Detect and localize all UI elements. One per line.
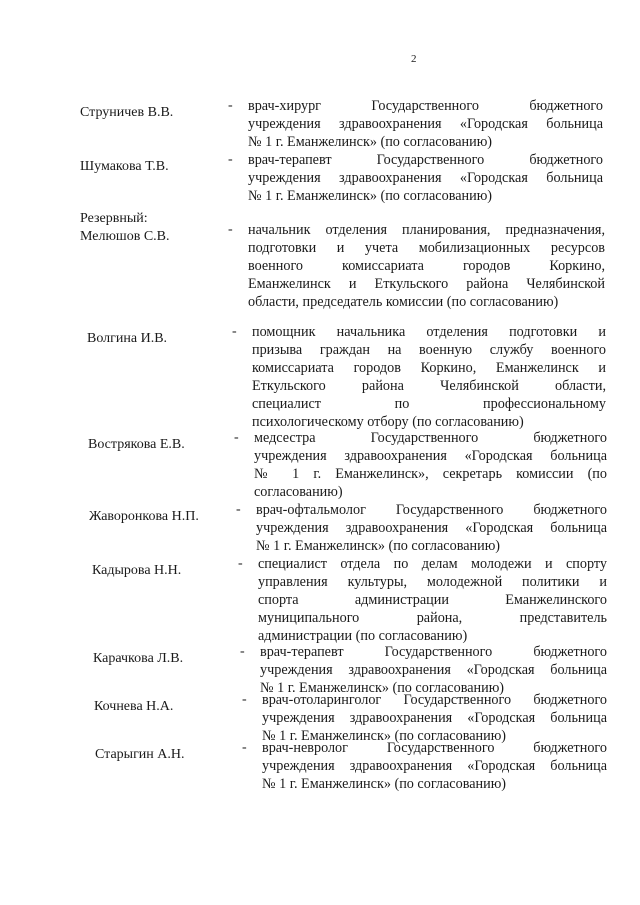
role-line: учреждения здравоохранения «Городская больница: [262, 758, 607, 774]
member-role-description: [262, 691, 607, 745]
reserve-label: Резервный:: [80, 211, 148, 226]
member-dash: -: [238, 556, 243, 571]
role-line: военного комиссариата городов Коркино,: [248, 258, 605, 274]
role-line: учреждения здравоохранения «Городская больница: [248, 116, 603, 132]
role-line: № 1 г. Еманжелинск», секретарь комиссии (по: [254, 466, 607, 482]
member-dash: -: [228, 152, 233, 167]
member-name: Карачкова Л.В.: [93, 651, 184, 666]
member-role-description: [248, 151, 603, 205]
member-dash: -: [228, 222, 233, 237]
role-line: врач-терапевт Государственного бюджетного: [248, 152, 603, 168]
member-name: Старыгин А.Н.: [95, 747, 185, 762]
role-line: № 1 г. Еманжелинск» (по согласованию): [262, 776, 507, 792]
member-dash: -: [236, 502, 241, 517]
role-line: медсестра Государственного бюджетного: [254, 430, 607, 446]
role-line: № 1 г. Еманжелинск» (по согласованию): [260, 680, 505, 696]
member-role-description: [258, 555, 607, 645]
member-name: Кочнева Н.А.: [94, 699, 174, 714]
member-name: Вострякова Е.В.: [88, 437, 185, 452]
role-line: учреждения здравоохранения «Городская больница: [262, 710, 607, 726]
member-dash: -: [228, 98, 233, 113]
member-role-description: [248, 221, 605, 311]
role-line: психологическому отбору (по согласованию): [252, 414, 524, 430]
member-dash: -: [240, 644, 245, 659]
member-name: Волгина И.В.: [87, 331, 168, 346]
member-role-description: [248, 97, 603, 151]
role-line: № 1 г. Еманжелинск» (по согласованию): [262, 728, 507, 744]
role-line: № 1 г. Еманжелинск» (по согласованию): [248, 134, 493, 150]
role-line: врач-хирург Государственного бюджетного: [248, 98, 603, 114]
role-line: учреждения здравоохранения «Городская больница: [256, 520, 607, 536]
member-role-description: [254, 429, 607, 501]
role-line: призыва граждан на военную службу военного: [252, 342, 606, 358]
role-line: врач-отоларинголог Государственного бюджетного: [262, 692, 607, 708]
member-dash: -: [232, 324, 237, 339]
role-line: специалист отдела по делам молодежи и спорту: [258, 556, 607, 572]
role-line: врач-терапевт Государственного бюджетного: [260, 644, 607, 660]
role-line: подготовки и учета мобилизационных ресурсов: [248, 240, 605, 256]
role-line: № 1 г. Еманжелинск» (по согласованию): [256, 538, 501, 554]
role-line: учреждения здравоохранения «Городская больница: [248, 170, 603, 186]
role-line: специалист по профессиональному: [252, 396, 606, 412]
member-name: Мелюшов С.В.: [80, 229, 170, 244]
role-line: врач-офтальмолог Государственного бюджетного: [256, 502, 607, 518]
role-line: врач-невролог Государственного бюджетного: [262, 740, 607, 756]
role-line: спорта администрации Еманжелинского: [258, 592, 607, 608]
role-line: области, председатель комиссии (по согласованию): [248, 294, 559, 310]
role-line: № 1 г. Еманжелинск» (по согласованию): [248, 188, 493, 204]
member-dash: -: [234, 430, 239, 445]
member-name: Жаворонкова Н.П.: [89, 509, 199, 524]
role-line: помощник начальника отделения подготовки и: [252, 324, 606, 340]
role-line: муниципального района, представитель: [258, 610, 607, 626]
member-role-description: [256, 501, 607, 555]
member-role-description: [262, 739, 607, 793]
member-name: Шумакова Т.В.: [80, 159, 169, 174]
page-number: 2: [411, 53, 417, 65]
role-line: начальник отделения планирования, предназначения,: [248, 222, 605, 238]
member-dash: -: [242, 740, 247, 755]
member-name: Струничев В.В.: [80, 105, 174, 120]
member-role-description: [260, 643, 607, 697]
role-line: администрации (по согласованию): [258, 628, 468, 644]
member-name: Кадырова Н.Н.: [92, 563, 182, 578]
role-line: Еманжелинск и Еткульского района Челябинской: [248, 276, 605, 292]
role-line: Еткульского района Челябинской области,: [252, 378, 606, 394]
role-line: учреждения здравоохранения «Городская больница: [260, 662, 607, 678]
role-line: учреждения здравоохранения «Городская больница: [254, 448, 607, 464]
role-line: согласованию): [254, 484, 343, 500]
role-line: комиссариата городов Коркино, Еманжелинск и: [252, 360, 606, 376]
role-line: управления культуры, молодежной политики и: [258, 574, 607, 590]
member-role-description: [252, 323, 606, 431]
member-dash: -: [242, 692, 247, 707]
